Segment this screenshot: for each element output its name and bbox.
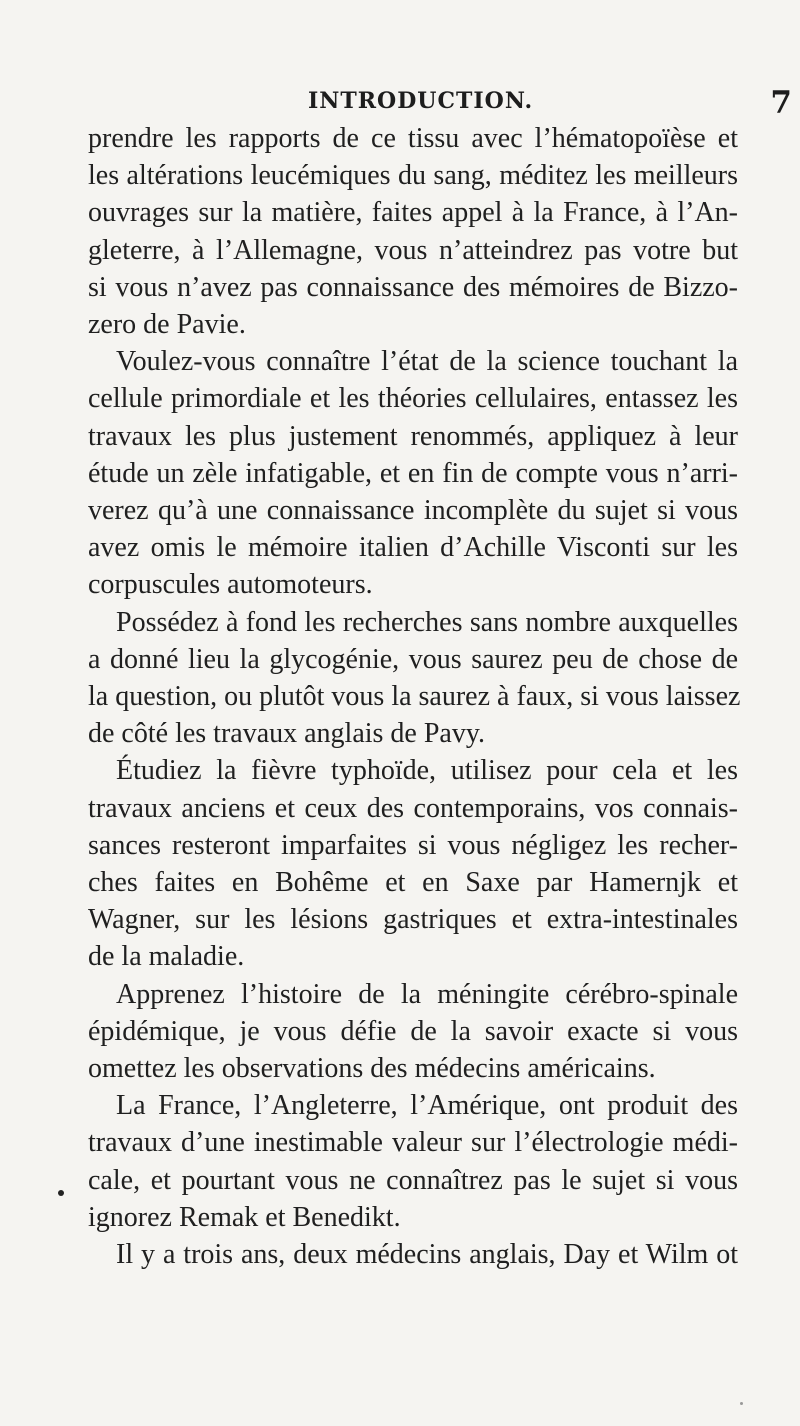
text-line: La France, l’Angleterre, l’Amérique, ont produit des <box>116 1090 738 1122</box>
text-line: verez qu’à une connaissance incomplète du sujet si vous <box>88 495 738 527</box>
text-line: prendre les rapports de ce tissu avec l’hématopoïèse et <box>88 123 738 154</box>
paragraph <box>88 604 741 753</box>
text-line: Voulez-vous connaître l’état de la science touchant la <box>116 346 738 378</box>
text-line: la question, ou plutôt vous la saurez à faux, si vous laissez <box>88 681 741 713</box>
paragraph <box>88 343 738 603</box>
text-line: les altérations leucémiques du sang, méditez les meilleurs <box>88 160 738 192</box>
text-line: corpuscules automoteurs. <box>88 569 373 601</box>
text-line: Étudiez la fièvre typhoïde, utilisez pour cela et les <box>116 755 738 787</box>
text-line: cellule primordiale et les théories cellulaires, entassez les <box>88 383 738 415</box>
text-line: avez omis le mémoire italien d’Achille Visconti sur les <box>88 532 738 564</box>
body-text <box>88 120 741 1273</box>
text-line: de côté les travaux anglais de Pavy. <box>88 718 486 750</box>
text-line: si vous n’avez pas connaissance des mémoires de Bizzo- <box>88 271 738 303</box>
text-line: étude un zèle infatigable, et en fin de compte vous n’arri- <box>88 457 738 489</box>
text-line: Apprenez l’histoire de la méningite cérébro-spinale <box>116 978 738 1010</box>
text-line: ignorez Remak et Benedikt. <box>88 1201 401 1233</box>
paragraph <box>88 1236 738 1273</box>
text-line: travaux anciens et ceux des contemporains, vos connais- <box>88 792 738 824</box>
text-line: Possédez à fond les recherches sans nombre auxquelles <box>116 606 738 638</box>
text-line: omettez les observations des médecins américains. <box>88 1053 656 1085</box>
text-line: épidémique, je vous défie de la savoir exacte si vous <box>88 1015 738 1047</box>
text-line: ches faites en Bohême et en Saxe par Hamernjk et <box>88 867 738 899</box>
paragraph <box>88 120 738 343</box>
text-line: de la maladie. <box>88 941 245 973</box>
text-line: zero de Pavie. <box>88 309 246 341</box>
text-line: gleterre, à l’Allemagne, vous n’atteindrez pas votre but <box>88 234 738 266</box>
paragraph <box>88 976 738 1088</box>
paragraph <box>88 1087 738 1236</box>
text-line: Il y a trois ans, deux médecins anglais, Day et Wilm ot <box>116 1239 738 1271</box>
text-line: cale, et pourtant vous ne connaîtrez pas le sujet si vous <box>88 1164 738 1196</box>
text-line: ouvrages sur la matière, faites appel à la France, à l’An- <box>88 197 738 229</box>
paper-speck <box>740 1402 743 1405</box>
text-line: Wagner, sur les lésions gastriques et extra-intestinales <box>88 904 738 936</box>
margin-mark <box>58 1190 64 1196</box>
text-line: travaux les plus justement renommés, appliquez à leur <box>88 420 738 452</box>
text-line: travaux d’une inestimable valeur sur l’électrologie médi- <box>88 1127 738 1159</box>
page-number: 7 <box>770 85 792 121</box>
text-line: sances resteront imparfaites si vous négligez les recher- <box>88 829 738 861</box>
paragraph <box>88 752 738 975</box>
text-line: a donné lieu la glycogénie, vous saurez peu de chose de <box>88 643 738 675</box>
running-title: INTRODUCTION. <box>308 88 534 114</box>
